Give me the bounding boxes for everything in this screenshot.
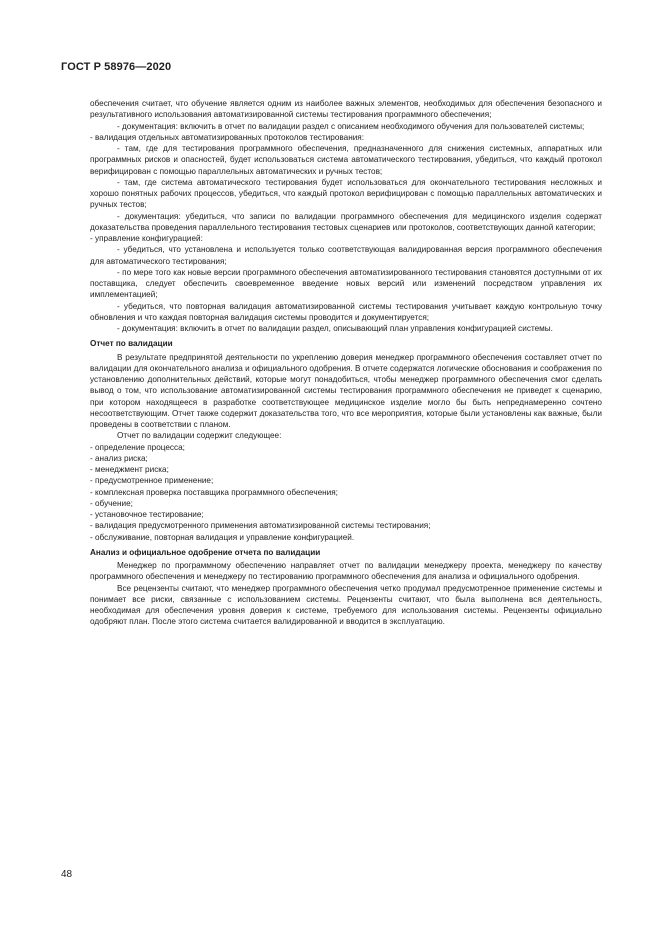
list-item: - валидация отдельных автоматизированных протоколов тестирования: [90, 132, 365, 142]
list-item: - обучение; [90, 498, 133, 508]
list-item: - предусмотренное применение; [90, 476, 214, 486]
list-item: - управление конфигурацией: [90, 234, 203, 243]
list-item: - убедиться, что повторная валидация автоматизированной системы тестирования учитывает каждую контрольную точку обновления и что каждая повторная валидация системы проводится и документируется; [90, 301, 602, 322]
list-item: - анализ риска; [90, 453, 148, 463]
list-item: - валидация предусмотренного применения автоматизированной системы тестирования; [90, 521, 431, 531]
paragraph: В результате предпринятой деятельности по укреплению доверия менеджер программного обеспечения составляет отчет по валидации для окончательного анализа и официального одобрения. В отчете содержатся логические обоснования и соображения по установлению дополнительных действий, которые могут понадобиться, чтобы менеджер программного обеспечения смог сделать вывод о том, что использование автоматизированной системы тестирования программного обеспечения не приведет к сценарию, при котором находящееся в разработке соответствующее медицинское изделие могло бы быть непреднамеренно сочтено несоответствующим. Отчет также содержит доказательства того, что все мероприятия, которые были установлены как важные, были проведены в соответствии с планом. [90, 352, 602, 429]
list-item: - там, где система автоматического тестирования будет использоваться для окончательного тестирования несложных и хорошо понятных рабочих процессов, убедиться, что каждый протокол верифицирован с помощью параллельных автоматических и ручных тестов; [90, 177, 602, 210]
list-item: - менеджмент риска; [90, 465, 169, 474]
paragraph: Отчет по валидации содержит следующее: [117, 431, 282, 441]
section-heading: Анализ и официальное одобрение отчета по валидации [90, 547, 321, 557]
list-item: - документация: включить в отчет по валидации раздел, описывающий план управления конфигурацией системы. [117, 324, 553, 333]
list-item: - документация: включить в отчет по валидации раздел с описанием необходимого обучения для пользователей системы; [117, 121, 585, 131]
list-item: - по мере того как новые версии программного обеспечения автоматизированного тестирования становятся доступными от их поставщика, следует обеспечить своевременное введение новых версий или изменений посредством управления их имплементацией; [90, 267, 602, 300]
list-item: - обслуживание, повторная валидация и управление конфигурацией. [90, 532, 355, 542]
list-item: - там, где для тестирования программного обеспечения, предназначенного для снижения системных, аппаратных или программных рисков и опасностей, будет использоваться система автоматического тестирования, убедиться, что каждый протокол верифицирован с помощью параллельных автоматических и ручных тестов; [90, 144, 602, 176]
document-body [90, 98, 602, 628]
page-number: 48 [61, 869, 73, 880]
list-item: - убедиться, что установлена и используется только соответствующая валидированная версия программного обеспечения для автоматического тестирования; [90, 245, 602, 266]
list-item: - комплексная проверка поставщика программного обеспечения; [90, 487, 338, 497]
list-item: - определение процесса; [90, 442, 185, 452]
document-header: ГОСТ Р 58976—2020 [61, 61, 172, 73]
paragraph: Все рецензенты считают, что менеджер программного обеспечения четко продумал предусмотренное применение системы и понимает все риски, связанные с использованием системы. Рецензенты считают, что была выполнена вся деятельность, необходимая для обеспечения уровня доверия к системе, требуемого для использования системы. Рецензенты официально одобряют план. После этого система считается валидированной и вводится в эксплуатацию. [90, 583, 602, 627]
paragraph: обеспечения считает, что обучение является одним из наиболее важных элементов, необходимых для обеспечения безопасного и результативного использования автоматизированной системы тестирования программного обеспечения; [90, 99, 602, 120]
section-heading: Отчет по валидации [90, 339, 173, 349]
paragraph: Менеджер по программному обеспечению направляет отчет по валидации менеджеру проекта, менеджеру по качеству программного обеспечения и менеджеру по тестированию программного обеспечения для анализа и официального одобрения. [90, 561, 602, 582]
list-item: - установочное тестирование; [90, 510, 204, 519]
list-item: - документация: убедиться, что записи по валидации программного обеспечения для медицинского изделия содержат доказательства проведения параллельного тестирования тестовых сценариев или протоколов, соответствующих данной категории; [90, 211, 602, 232]
